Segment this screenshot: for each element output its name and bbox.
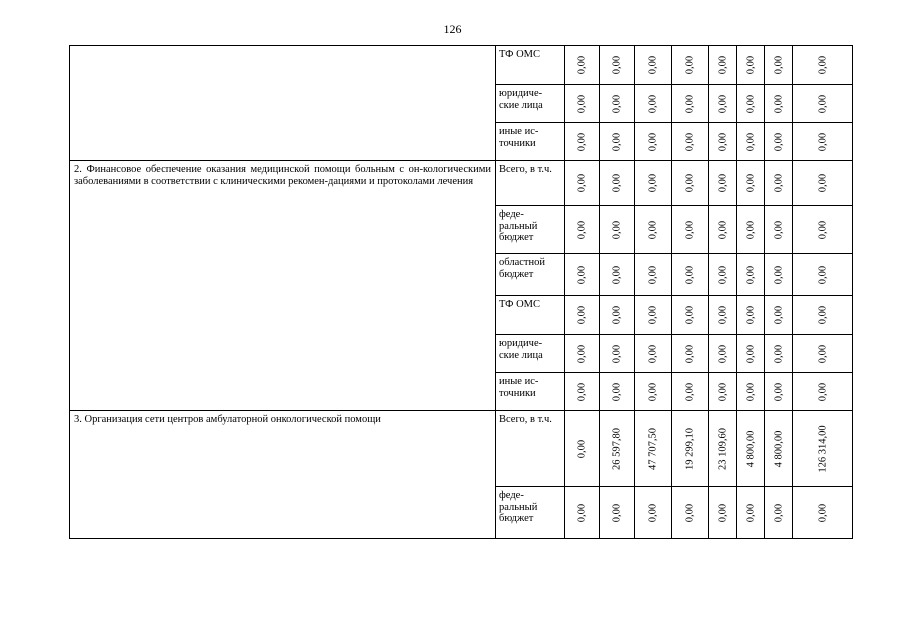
amount-value: 0,00 bbox=[816, 265, 828, 284]
amount-cell bbox=[737, 161, 765, 206]
amount-value: 0,00 bbox=[576, 305, 588, 325]
amount-value: 0,00 bbox=[647, 173, 659, 193]
amount-cell bbox=[600, 335, 635, 373]
amount-cell bbox=[600, 373, 635, 411]
amount-cell bbox=[709, 373, 737, 411]
amount-value: 0,00 bbox=[611, 305, 623, 325]
amount-cell bbox=[672, 46, 709, 85]
amount-cell bbox=[737, 373, 765, 411]
amount-value: 0,00 bbox=[816, 305, 828, 325]
page-number: 126 bbox=[443, 22, 462, 36]
amount-cell bbox=[635, 411, 672, 487]
amount-value: 0,00 bbox=[716, 382, 728, 401]
amount-cell bbox=[672, 161, 709, 206]
amount-cell bbox=[565, 373, 600, 411]
amount-value: 0,00 bbox=[716, 55, 728, 75]
amount-value: 0,00 bbox=[772, 132, 784, 151]
amount-cell bbox=[709, 85, 737, 123]
amount-value: 0,00 bbox=[611, 132, 623, 151]
amount-cell bbox=[793, 411, 853, 487]
amount-value: 0,00 bbox=[647, 344, 659, 363]
amount-value: 0,00 bbox=[772, 173, 784, 193]
amount-cell bbox=[565, 161, 600, 206]
amount-value: 0,00 bbox=[576, 439, 588, 458]
amount-value: 0,00 bbox=[647, 305, 659, 325]
amount-cell bbox=[737, 123, 765, 161]
amount-value: 0,00 bbox=[576, 344, 588, 363]
amount-cell bbox=[765, 411, 793, 487]
amount-value: 0,00 bbox=[772, 55, 784, 75]
amount-cell bbox=[709, 296, 737, 335]
amount-cell bbox=[600, 123, 635, 161]
amount-cell bbox=[765, 296, 793, 335]
amount-value: 0,00 bbox=[647, 55, 659, 75]
amount-cell bbox=[635, 254, 672, 296]
amount-value: 0,00 bbox=[684, 305, 696, 325]
table-row bbox=[70, 411, 853, 487]
amount-value: 0,00 bbox=[684, 503, 696, 522]
amount-value: 0,00 bbox=[716, 265, 728, 284]
amount-cell bbox=[600, 46, 635, 85]
amount-cell bbox=[600, 487, 635, 539]
amount-value: 26 597,80 bbox=[611, 427, 623, 470]
amount-cell bbox=[565, 335, 600, 373]
amount-value: 0,00 bbox=[684, 173, 696, 193]
amount-value: 0,00 bbox=[684, 94, 696, 113]
amount-cell bbox=[737, 254, 765, 296]
amount-cell bbox=[793, 85, 853, 123]
amount-value: 0,00 bbox=[772, 94, 784, 113]
amount-cell bbox=[565, 487, 600, 539]
amount-cell bbox=[793, 123, 853, 161]
amount-cell bbox=[635, 161, 672, 206]
amount-value: 0,00 bbox=[744, 344, 756, 363]
funding-source: иные ис-точники bbox=[496, 373, 565, 411]
funding-source: феде-ральный бюджет bbox=[496, 206, 565, 254]
amount-value: 0,00 bbox=[576, 220, 588, 239]
amount-value: 0,00 bbox=[611, 94, 623, 113]
amount-value: 0,00 bbox=[744, 94, 756, 113]
amount-value: 0,00 bbox=[576, 55, 588, 75]
amount-cell bbox=[600, 161, 635, 206]
amount-cell bbox=[709, 161, 737, 206]
amount-value: 0,00 bbox=[816, 344, 828, 363]
amount-cell bbox=[635, 123, 672, 161]
amount-cell bbox=[737, 411, 765, 487]
amount-value: 0,00 bbox=[576, 265, 588, 284]
amount-value: 0,00 bbox=[772, 265, 784, 284]
amount-cell bbox=[793, 487, 853, 539]
amount-value: 0,00 bbox=[816, 382, 828, 401]
activity-description: 2. Финансовое обеспечение оказания медицинской помощи больным с он-кологическими заболеваниями в соответствии с клиническими рекомен-дациями и протоколами лечения bbox=[70, 161, 496, 411]
amount-value: 19 299,10 bbox=[684, 427, 696, 470]
amount-cell bbox=[635, 487, 672, 539]
amount-cell bbox=[709, 123, 737, 161]
amount-cell bbox=[765, 46, 793, 85]
amount-value: 23 109,60 bbox=[716, 427, 728, 470]
amount-value: 0,00 bbox=[716, 173, 728, 193]
amount-cell bbox=[765, 335, 793, 373]
amount-value: 0,00 bbox=[716, 503, 728, 522]
amount-cell bbox=[600, 85, 635, 123]
amount-value: 0,00 bbox=[684, 220, 696, 239]
amount-cell bbox=[672, 373, 709, 411]
amount-cell bbox=[672, 85, 709, 123]
amount-cell bbox=[765, 161, 793, 206]
amount-cell bbox=[765, 254, 793, 296]
amount-value: 0,00 bbox=[744, 173, 756, 193]
funding-source: юридиче-ские лица bbox=[496, 335, 565, 373]
amount-value: 0,00 bbox=[744, 265, 756, 284]
amount-cell bbox=[635, 373, 672, 411]
funding-source: юридиче-ские лица bbox=[496, 85, 565, 123]
amount-value: 0,00 bbox=[816, 220, 828, 239]
amount-cell bbox=[635, 296, 672, 335]
amount-value: 4 800,00 bbox=[744, 430, 756, 467]
amount-cell bbox=[709, 335, 737, 373]
amount-value: 0,00 bbox=[684, 55, 696, 75]
amount-cell bbox=[765, 85, 793, 123]
amount-value: 0,00 bbox=[816, 94, 828, 113]
funding-source: Всего, в т.ч. bbox=[496, 161, 565, 206]
amount-cell bbox=[635, 335, 672, 373]
amount-value: 0,00 bbox=[576, 132, 588, 151]
amount-cell bbox=[709, 487, 737, 539]
amount-cell bbox=[600, 206, 635, 254]
amount-cell bbox=[672, 411, 709, 487]
amount-value: 0,00 bbox=[611, 220, 623, 239]
amount-cell bbox=[565, 206, 600, 254]
amount-cell bbox=[765, 487, 793, 539]
amount-cell bbox=[635, 206, 672, 254]
amount-value: 0,00 bbox=[576, 94, 588, 113]
amount-cell bbox=[600, 296, 635, 335]
amount-value: 0,00 bbox=[744, 503, 756, 522]
amount-value: 0,00 bbox=[576, 503, 588, 522]
amount-value: 0,00 bbox=[772, 503, 784, 522]
amount-value: 0,00 bbox=[716, 220, 728, 239]
amount-value: 126 314,00 bbox=[816, 424, 828, 473]
amount-value: 0,00 bbox=[647, 132, 659, 151]
amount-cell bbox=[737, 296, 765, 335]
amount-cell bbox=[672, 123, 709, 161]
funding-source: ТФ ОМС bbox=[496, 46, 565, 85]
amount-value: 0,00 bbox=[816, 55, 828, 75]
amount-value: 0,00 bbox=[744, 305, 756, 325]
amount-value: 0,00 bbox=[611, 55, 623, 75]
amount-cell bbox=[672, 254, 709, 296]
amount-cell bbox=[565, 254, 600, 296]
funding-source: ТФ ОМС bbox=[496, 296, 565, 335]
funding-source: Всего, в т.ч. bbox=[496, 411, 565, 487]
amount-value: 0,00 bbox=[611, 382, 623, 401]
amount-cell bbox=[793, 46, 853, 85]
amount-cell bbox=[600, 411, 635, 487]
funding-source: иные ис-точники bbox=[496, 123, 565, 161]
amount-cell bbox=[672, 487, 709, 539]
amount-cell bbox=[672, 206, 709, 254]
amount-value: 0,00 bbox=[772, 220, 784, 239]
amount-value: 4 800,00 bbox=[772, 430, 784, 467]
budget-table bbox=[69, 45, 853, 539]
amount-value: 0,00 bbox=[772, 382, 784, 401]
amount-value: 0,00 bbox=[772, 344, 784, 363]
amount-cell bbox=[565, 46, 600, 85]
amount-value: 0,00 bbox=[576, 173, 588, 193]
amount-cell bbox=[793, 373, 853, 411]
amount-value: 0,00 bbox=[647, 94, 659, 113]
funding-source: областной бюджет bbox=[496, 254, 565, 296]
amount-value: 0,00 bbox=[611, 265, 623, 284]
amount-cell bbox=[565, 85, 600, 123]
amount-cell bbox=[765, 206, 793, 254]
amount-value: 0,00 bbox=[744, 382, 756, 401]
amount-cell bbox=[793, 254, 853, 296]
amount-cell bbox=[737, 46, 765, 85]
amount-value: 0,00 bbox=[716, 344, 728, 363]
amount-value: 0,00 bbox=[647, 503, 659, 522]
amount-cell bbox=[709, 254, 737, 296]
activity-description bbox=[70, 46, 496, 161]
amount-cell bbox=[793, 335, 853, 373]
amount-cell bbox=[709, 411, 737, 487]
amount-cell bbox=[793, 161, 853, 206]
amount-cell bbox=[793, 296, 853, 335]
amount-cell bbox=[737, 335, 765, 373]
amount-cell bbox=[635, 46, 672, 85]
amount-value: 0,00 bbox=[816, 132, 828, 151]
amount-cell bbox=[672, 296, 709, 335]
table-row bbox=[70, 161, 853, 206]
amount-cell bbox=[737, 487, 765, 539]
amount-cell bbox=[565, 296, 600, 335]
activity-description: 3. Организация сети центров амбулаторной онкологической помощи bbox=[70, 411, 496, 539]
amount-value: 0,00 bbox=[684, 132, 696, 151]
amount-cell bbox=[600, 254, 635, 296]
amount-value: 0,00 bbox=[684, 382, 696, 401]
amount-cell bbox=[765, 123, 793, 161]
amount-cell bbox=[565, 411, 600, 487]
amount-value: 0,00 bbox=[816, 503, 828, 522]
amount-cell bbox=[709, 46, 737, 85]
amount-value: 47 707,50 bbox=[647, 427, 659, 470]
amount-value: 0,00 bbox=[716, 132, 728, 151]
amount-value: 0,00 bbox=[816, 173, 828, 193]
amount-cell bbox=[793, 206, 853, 254]
amount-value: 0,00 bbox=[611, 173, 623, 193]
amount-value: 0,00 bbox=[647, 382, 659, 401]
amount-value: 0,00 bbox=[744, 132, 756, 151]
amount-value: 0,00 bbox=[684, 265, 696, 284]
amount-value: 0,00 bbox=[716, 305, 728, 325]
amount-value: 0,00 bbox=[576, 382, 588, 401]
amount-value: 0,00 bbox=[611, 503, 623, 522]
amount-cell bbox=[737, 85, 765, 123]
amount-value: 0,00 bbox=[647, 220, 659, 239]
amount-cell bbox=[709, 206, 737, 254]
amount-value: 0,00 bbox=[611, 344, 623, 363]
amount-cell bbox=[765, 373, 793, 411]
amount-value: 0,00 bbox=[647, 265, 659, 284]
amount-cell bbox=[635, 85, 672, 123]
amount-cell bbox=[737, 206, 765, 254]
amount-value: 0,00 bbox=[744, 220, 756, 239]
amount-value: 0,00 bbox=[744, 55, 756, 75]
amount-value: 0,00 bbox=[684, 344, 696, 363]
table-row bbox=[70, 46, 853, 85]
amount-cell bbox=[672, 335, 709, 373]
funding-source: феде-ральный бюджет bbox=[496, 487, 565, 539]
amount-value: 0,00 bbox=[716, 94, 728, 113]
amount-value: 0,00 bbox=[772, 305, 784, 325]
amount-cell bbox=[565, 123, 600, 161]
